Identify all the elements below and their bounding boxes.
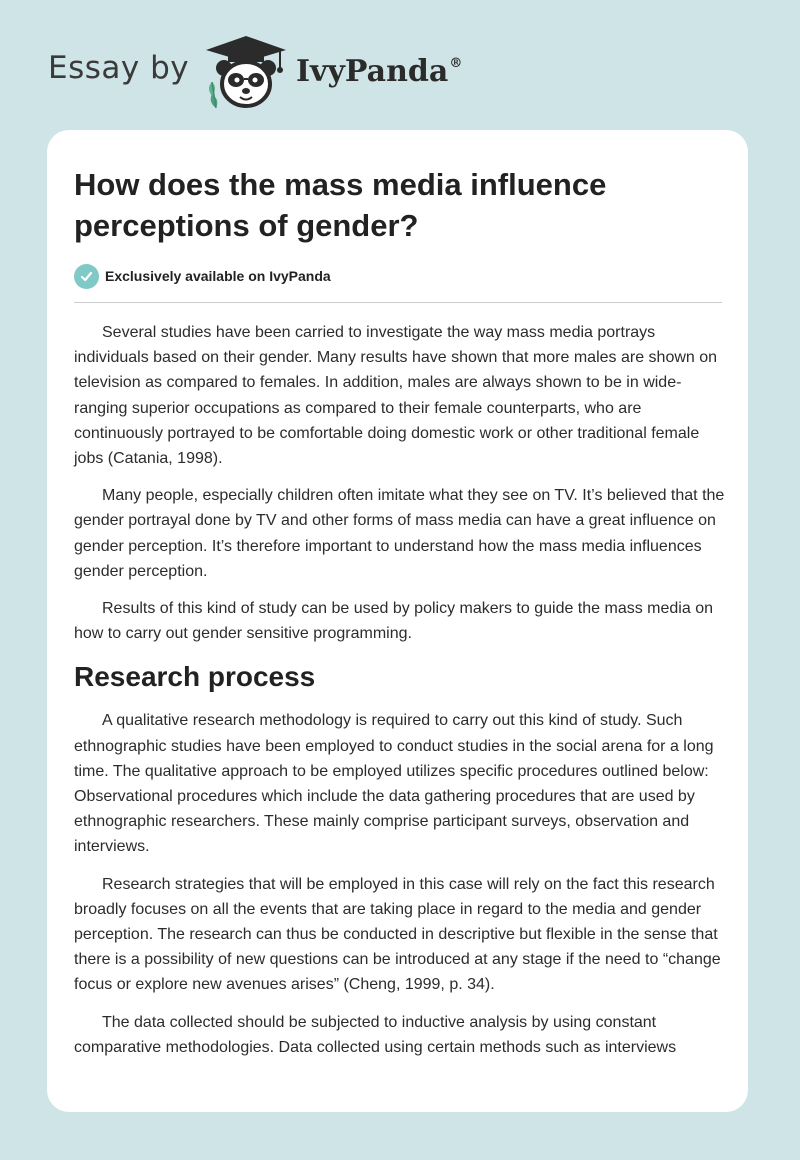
paragraph: A qualitative research methodology is required to carry out this kind of study. Such ethnographic studies have been employed to conduct studies in the social arena for a long time. The qualitative approach to be employed utilizes specific procedures outlined below: Observational procedures which include the data gathering procedures that are used by ethnographic researchers. These mainly comprise participant surveys, observation and interviews.	[74, 712, 714, 856]
paragraph: Results of this kind of study can be used by policy makers to guide the mass media on how to carry out gender sensitive programming.	[74, 600, 713, 643]
site-header	[0, 0, 800, 130]
registered-mark: ®	[449, 56, 463, 71]
exclusive-badge	[74, 263, 331, 289]
divider	[74, 302, 722, 303]
paragraph: The data collected should be subjected to inductive analysis by using constant comparative methodologies. Data collected using certain methods such as interviews	[74, 1013, 677, 1056]
essay-card	[47, 130, 748, 1112]
page-title: How does the mass media influence perceptions of gender?	[74, 167, 607, 243]
exclusive-label: Exclusively available on IvyPanda	[105, 268, 331, 284]
paragraph: Several studies have been carried to investigate the way mass media portrays individuals based on their gender. Many results have shown that more males are shown on television as compared to females. In addition, males are always shown to be in wide-ranging superior occupations as compared to their female counterparts, who are continuously portrayed to be comfortable doing domestic work or other traditional female jobs (Catania, 1998).	[74, 324, 718, 468]
paragraph: Many people, especially children often imitate what they see on TV. It’s believed that the gender portrayal done by TV and other forms of mass media can have a great influence on gender perception. It’s therefore important to understand how the mass media influences gender perception.	[74, 487, 725, 580]
essay-by-label: Essay by	[48, 50, 190, 86]
brand-name[interactable]	[296, 54, 462, 89]
paragraph: Research strategies that will be employed in this case will rely on the fact this research broadly focuses on all the events that are taking place in regard to the media and gender perception. The research can thus be conducted in descriptive but flexible in the sense that there is a possibility of new questions can be introduced at any stage if the need to “change focus or explore new avenues arises” (Cheng, 1999, p. 34).	[74, 875, 721, 994]
brand-text: IvyPanda	[296, 54, 449, 89]
section-heading: Research process	[74, 661, 316, 693]
checkmark-icon	[74, 264, 99, 289]
essay-body	[74, 320, 726, 1072]
panda-graduation-cap-icon[interactable]	[200, 34, 292, 110]
